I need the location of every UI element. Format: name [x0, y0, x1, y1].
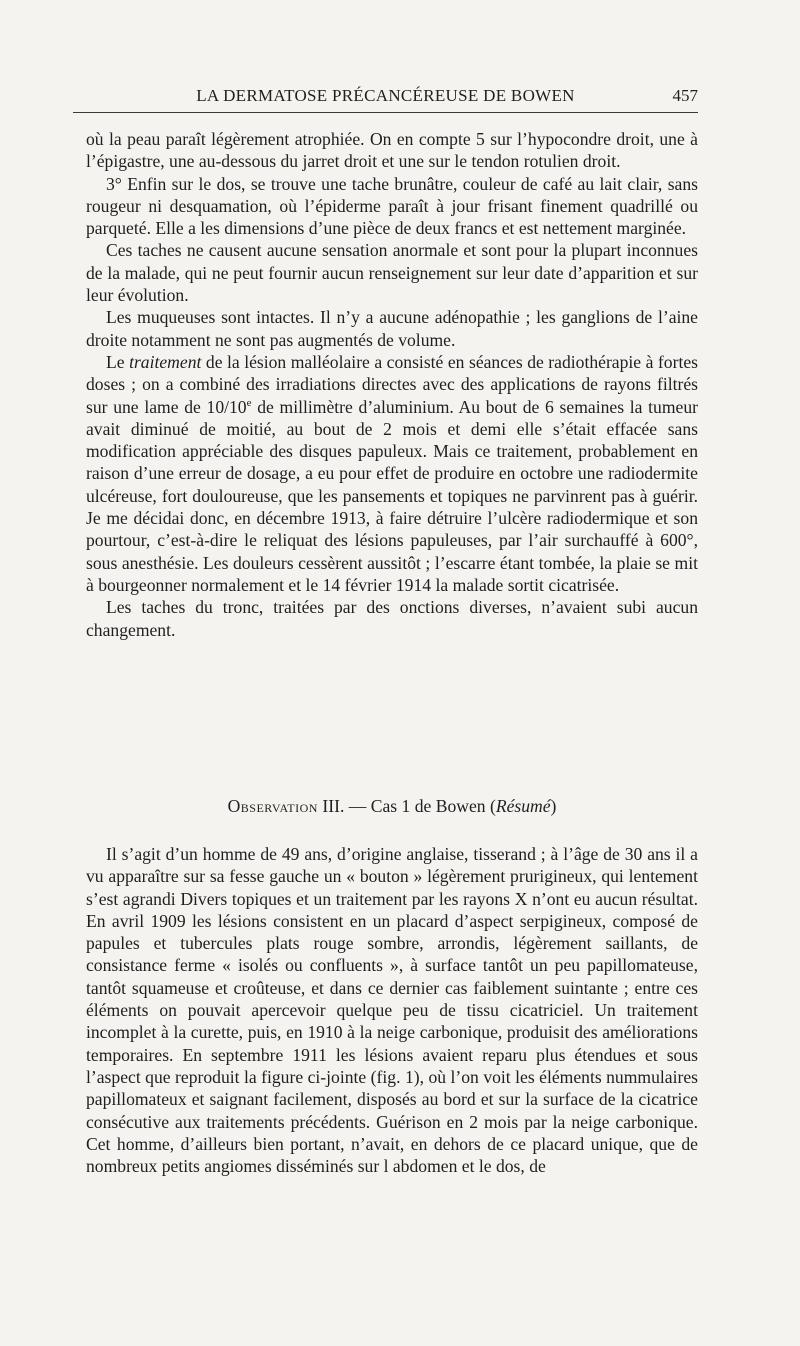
heading-close: )	[550, 796, 557, 816]
text-run: de la lésion malléolaire a consisté en séances de radiothérapie à fortes doses ; on a combiné des irradiations directes avec des applications de rayons filtrés sur une lame de 10/10	[86, 351, 698, 417]
paragraph: Ces taches ne causent aucune sensation anormale et sont pour la plupart inconnues de la malade, qui ne peut fournir aucun renseignement sur leur date d’apparition et sur leur évolution.	[86, 240, 698, 306]
paragraph: Les muqueuses sont intactes. Il n’y a aucune adénopathie ; les ganglions de l’aine droite notamment ne sont pas augmentés de volume.	[86, 307, 698, 350]
paragraph: 3° Enfin sur le dos, se trouve une tache brunâtre, couleur de café au lait clair, sans rougeur ni desquamation, où l’épiderme paraît à jour frisant finement quadrillé ou parqueté. Elle a les dimensions d’une pièce de deux francs et est nettement marginée.	[86, 173, 698, 239]
heading-text: III. — Cas 1 de Bowen (	[317, 796, 496, 816]
heading-emphasis: Résumé	[495, 796, 551, 816]
paragraph: Les taches du tronc, traitées par des onctions diverses, n’avaient subi aucun changement.	[86, 597, 698, 640]
heading-small-caps: Observation	[227, 796, 318, 816]
text-run: de millimètre d’aluminium. Au bout de 6 semaines la tumeur avait diminué de moitié, au bout de 2 mois et demi elle s’était effacée sans modification appréciable des disques papuleux. Mais ce traitement, probablement en raison d’une erreur de dosage, a eu pour effet de produire en octobre une radiodermite ulcéreuse, fort douloureuse, que les pansements et topiques ne parvinrent pas à guérir. Je me décidai donc, en décembre 1913, à faire détruire l’ulcère radiodermique et son pourtour, c’est-à-dire le reliquat des lésions papuleuses, par l’air surchauffé à 600°, sous anesthésie. Les douleurs cessèrent aussitôt ; l’escarre étant tombée, la plaie se mit à bourgeonner normalement et le 14 février 1914 la malade sortit cicatrisée.	[86, 396, 698, 595]
page-header	[73, 80, 698, 113]
page-number: 457	[672, 86, 698, 105]
emphasis-traitement: traitement	[129, 351, 202, 372]
paragraph-traitement	[86, 351, 698, 596]
paragraph: où la peau paraît légèrement atrophiée. On en compte 5 sur l’hypocondre droit, une à l’épigastre, une au-dessous du jarret droit et une sur le tendon rotulien droit.	[86, 129, 698, 172]
superscript: e	[246, 396, 252, 409]
body-text-section-1	[86, 128, 698, 641]
running-title: LA DERMATOSE PRÉCANCÉREUSE DE BOWEN	[196, 86, 575, 105]
section-heading-observation-iii	[86, 795, 698, 817]
paragraph: Il s’agit d’un homme de 49 ans, d’origine anglaise, tisserand ; à l’âge de 30 ans il a vu apparaître sur sa fesse gauche un « bouton » légèrement prurigineux, qui lentement s’est agrandi Divers topiques et un traitement par les rayons X n’ont eu aucun résultat. En avril 1909 les lésions consistent en un placard d’aspect serpigineux, composé de papules et tubercules plats rouge sombre, arrondis, légèrement saillants, de consistance ferme « isolés ou confluents », à surface tantôt un peu papillomateuse, tantôt squameuse et croûteuse, et dans ce dernier cas faiblement suintante ; entre ces éléments on pouvait apercevoir quelque peu de tissu cicatriciel. Un traitement incomplet à la curette, puis, en 1910 à la neige carbonique, produisit des améliorations temporaires. En septembre 1911 les lésions avaient reparu plus étendues et sous l’aspect que reproduit la figure ci-jointe (fig. 1), où l’on voit les éléments nummulaires papillomateux et saignant facilement, disposés au bord et sur la surface de la cicatrice consécutive aux traitements précédents. Guérison en 2 mois par la neige carbonique. Cet homme, d’ailleurs bien portant, n’avait, en dehors de ce placard unique, que de nombreux petits angiomes disséminés sur l abdomen et le dos, de	[86, 844, 698, 1177]
body-text-section-2	[86, 843, 698, 1177]
text-run: Le	[106, 351, 130, 372]
